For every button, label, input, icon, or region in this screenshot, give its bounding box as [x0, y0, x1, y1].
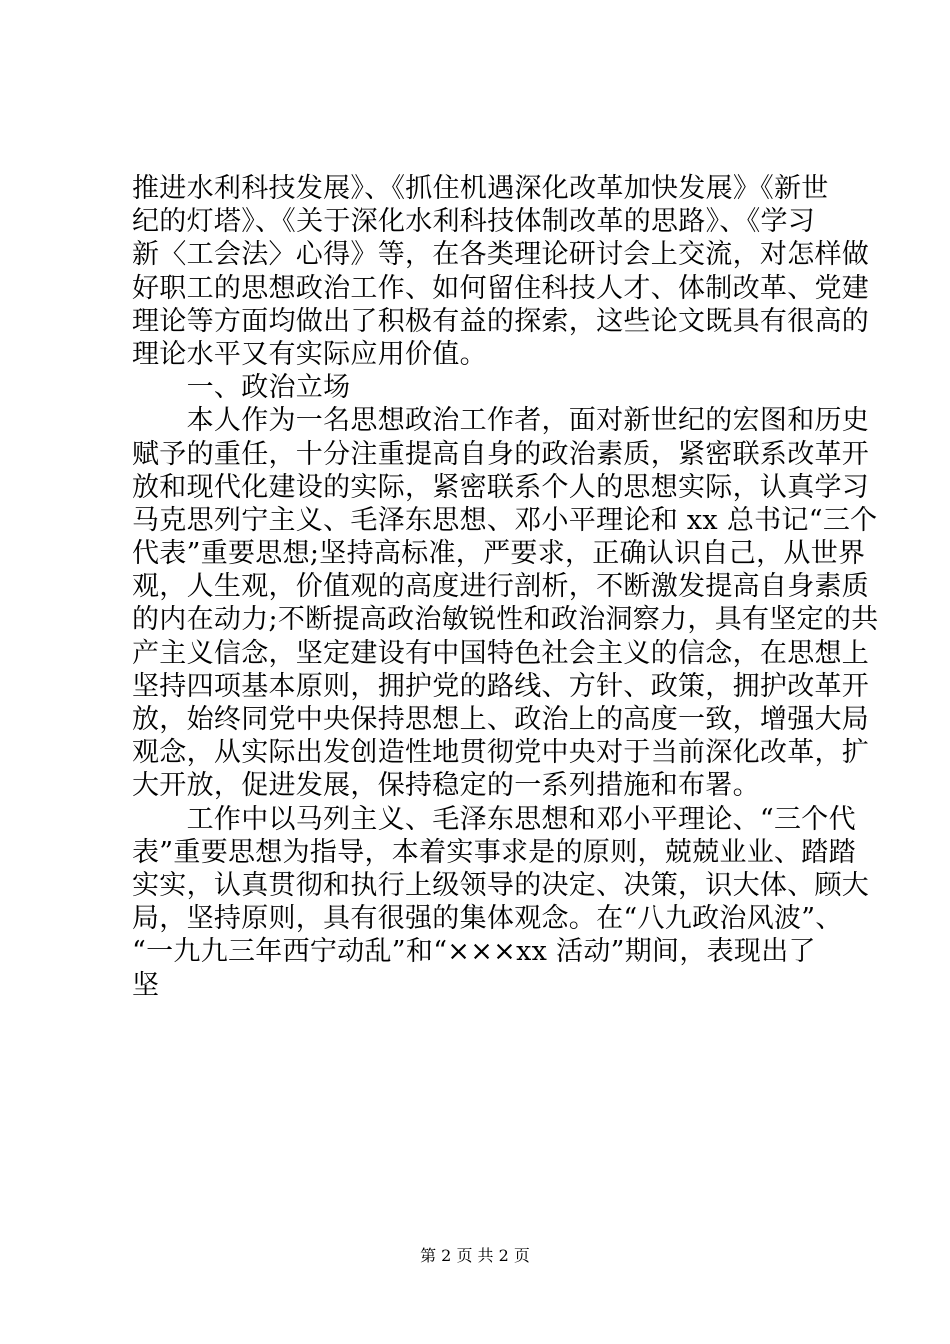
text-line: 放，始终同党中央保持思想上、政治上的高度一致，增强大局 [132, 704, 870, 735]
text-line: “一九九三年西宁动乱”和“×××xx 活动”期间，表现出了 [132, 936, 816, 968]
text-line: 坚持四项基本原则，拥护党的路线、方针、政策，拥护改革开 [132, 670, 870, 702]
text-line: 表”重要思想为指导，本着实事求是的原则，兢兢业业、踏踏 [132, 836, 856, 868]
text-line: 产主义信念，坚定建设有中国特色社会主义的信念，在思想上 [132, 637, 870, 669]
text-line: 代表”重要思想;坚持高标准，严要求，正确认识自己，从世界 [132, 538, 866, 570]
text-line: 本人作为一名思想政治工作者，面对新世纪的宏图和历史 [132, 405, 870, 437]
text-line: 实实，认真贯彻和执行上级领导的决定、决策，识大体、顾大 [132, 869, 870, 901]
text-line: 放和现代化建设的实际，紧密联系个人的思想实际，认真学习 [132, 471, 870, 503]
section-heading: 一、政治立场 [132, 372, 351, 404]
text-line: 的内在动力;不断提高政治敏锐性和政治洞察力，具有坚定的共 [132, 604, 879, 636]
body-text [132, 172, 879, 1002]
text-line: 观念，从实际出发创造性地贯彻党中央对于当前深化改革，扩 [132, 737, 870, 769]
text-line: 坚 [132, 969, 160, 1001]
text-line: 观，人生观，价值观的高度进行剖析，不断激发提高自身素质 [132, 571, 870, 603]
text-line: 好职工的思想政治工作、如何留住科技人才、体制改革、党建 [132, 272, 870, 304]
text-line: 新〈工会法〉心得》等，在各类理论研讨会上交流，对怎样做 [132, 239, 870, 271]
text-line: 理论水平又有实际应用价值。 [132, 338, 487, 370]
text-line: 赋予的重任，十分注重提高自身的政治素质，紧密联系改革开 [132, 438, 870, 470]
text-line: 局，坚持原则，具有很强的集体观念。在“八九政治风波”、 [132, 903, 843, 935]
text-line: 马克思列宁主义、毛泽东思想、邓小平理论和 xx 总书记“三个 [132, 504, 878, 536]
text-line: 工作中以马列主义、毛泽东思想和邓小平理论、“三个代 [132, 803, 856, 835]
text-line: 理论等方面均做出了积极有益的探索，这些论文既具有很高的 [132, 305, 870, 337]
text-line: 推进水利科技发展》、《抓住机遇深化改革加快发展》《新世 [132, 173, 829, 204]
text-line: 大开放，促进发展，保持稳定的一系列措施和布署。 [132, 770, 760, 802]
page-number-footer: 第 2 页 共 2 页 [420, 1246, 530, 1265]
text-line: 纪的灯塔》、《关于深化水利科技体制改革的思路》、《学习 [132, 206, 816, 238]
